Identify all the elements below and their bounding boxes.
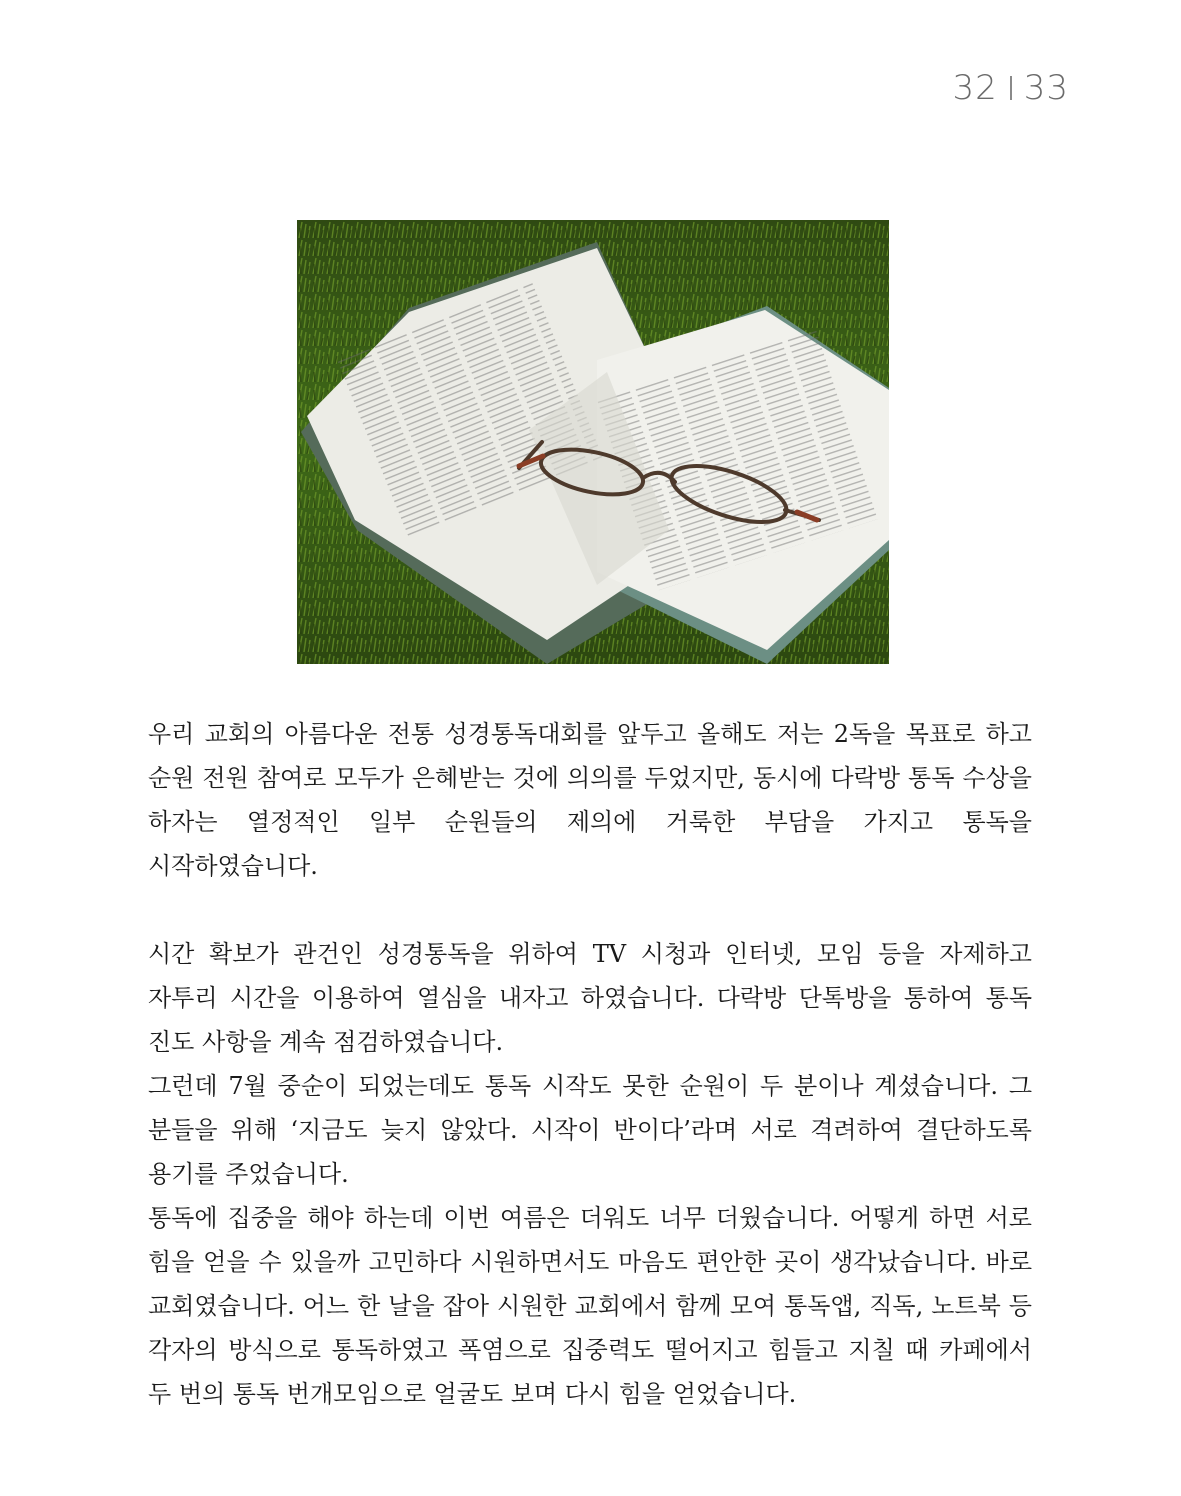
paragraph-1: 우리 교회의 아름다운 전통 성경통독대회를 앞두고 올해도 저는 2독을 목표로 하고 순원 전원 참여로 모두가 은혜받는 것에 의의를 두었지만, 동시에 다락방 통독 수상을 하자는 열정적인 일부 순원들의 제의에 거룩한 부담을 가지고 통독을 시작하였습니다.	[148, 720, 1032, 880]
paragraph-3: 그런데 7월 중순이 되었는데도 통독 시작도 못한 순원이 두 분이나 계셨습니다. 그 분들을 위해 ‘지금도 늦지 않았다. 시작이 반이다’라며 서로 격려하여 결단하도록 용기를 주었습니다.	[148, 1072, 1032, 1188]
paragraph-2: 시간 확보가 관건인 성경통독을 위하여 TV 시청과 인터넷, 모임 등을 자제하고 자투리 시간을 이용하여 열심을 내자고 하였습니다. 다락방 단톡방을 통하여 통독 진도 사항을 계속 점검하였습니다.	[148, 940, 1032, 1056]
paragraph-4: 통독에 집중을 해야 하는데 이번 여름은 더워도 너무 더웠습니다. 어떻게 하면 서로 힘을 얻을 수 있을까 고민하다 시원하면서도 마음도 편안한 곳이 생각났습니다. 바로 교회였습니다. 어느 한 날을 잡아 시원한 교회에서 함께 모여 통독앱, 직독, 노트북 등 각자의 방식으로 통독하였고 폭염으로 집중력도 떨어지고 힘들고 지칠 때 카페에서 두 번의 통독 번개모임으로 얼굴도 보며 다시 힘을 얻었습니다.	[148, 1204, 1032, 1408]
page-numbers	[952, 68, 1069, 108]
page-number-separator	[1010, 76, 1012, 100]
page-number-right: 33	[1023, 68, 1069, 108]
bible-photo	[297, 220, 889, 664]
page-number-left: 32	[952, 68, 998, 108]
paragraph-spacer	[148, 888, 1032, 932]
article-body	[148, 712, 1032, 1416]
